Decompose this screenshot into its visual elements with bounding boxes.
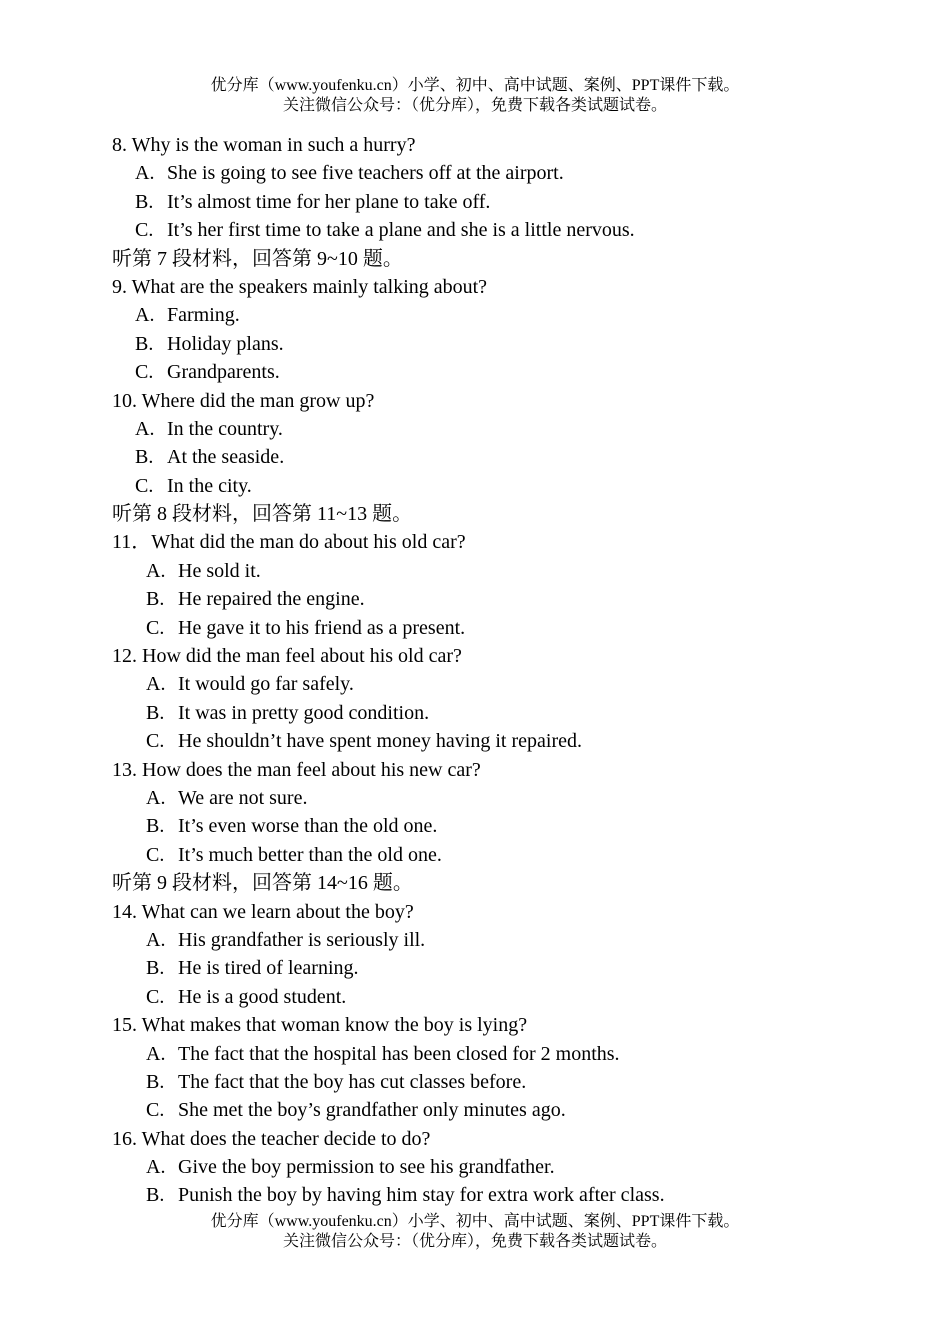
option-letter: A. bbox=[135, 304, 155, 327]
option-letter: A. bbox=[146, 928, 166, 951]
option-letter: C. bbox=[146, 985, 165, 1008]
option-letter: C. bbox=[135, 474, 154, 497]
answer-option bbox=[112, 983, 892, 1011]
option-text: At the seaside. bbox=[167, 446, 285, 469]
answer-option bbox=[112, 1181, 892, 1209]
option-letter: A. bbox=[146, 786, 166, 809]
option-letter: A. bbox=[146, 1156, 166, 1179]
option-text: It’s almost time for her plane to take off. bbox=[167, 190, 491, 213]
header-line-1: 优分库（www.youfenku.cn）小学、初中、高中试题、案例、PPT课件下载。 bbox=[210, 77, 740, 94]
answer-option bbox=[112, 1153, 892, 1181]
option-text: He sold it. bbox=[178, 559, 261, 582]
answer-option bbox=[112, 841, 892, 869]
option-text: The fact that the hospital has been closed for 2 months. bbox=[178, 1042, 620, 1065]
option-letter: C. bbox=[135, 219, 154, 242]
option-letter: C. bbox=[146, 730, 165, 753]
option-text: The fact that the boy has cut classes before. bbox=[178, 1070, 527, 1093]
question-list bbox=[112, 131, 892, 1210]
option-text: Give the boy permission to see his grandfather. bbox=[178, 1156, 555, 1179]
option-letter: A. bbox=[135, 162, 155, 185]
question-stem: 11．What did the man do about his old car? bbox=[112, 531, 466, 554]
option-letter: B. bbox=[146, 588, 165, 611]
option-text: He is a good student. bbox=[178, 985, 347, 1008]
option-text: It was in pretty good condition. bbox=[178, 701, 430, 724]
option-text: Grandparents. bbox=[167, 361, 280, 384]
section-instruction: 听第 9 段材料，回答第 14~16 题。 bbox=[112, 872, 413, 895]
answer-option bbox=[112, 301, 892, 329]
option-text: In the country. bbox=[167, 417, 283, 440]
page-footer bbox=[0, 1212, 950, 1252]
option-text: She is going to see five teachers off at the airport. bbox=[167, 162, 564, 185]
question-stem: 9. What are the speakers mainly talking about? bbox=[112, 275, 488, 298]
answer-option bbox=[112, 330, 892, 358]
answer-option bbox=[112, 557, 892, 585]
answer-option bbox=[112, 443, 892, 471]
answer-option bbox=[112, 1096, 892, 1124]
option-letter: B. bbox=[146, 815, 165, 838]
option-letter: B. bbox=[146, 1070, 165, 1093]
answer-option bbox=[112, 159, 892, 187]
question-stem: 14. What can we learn about the boy? bbox=[112, 900, 414, 923]
option-letter: B. bbox=[135, 190, 154, 213]
answer-option bbox=[112, 472, 892, 500]
option-letter: A. bbox=[146, 1042, 166, 1065]
option-letter: B. bbox=[135, 446, 154, 469]
footer-line-2: 关注微信公众号：（优分库），免费下载各类试题试卷。 bbox=[282, 1233, 667, 1250]
option-letter: C. bbox=[146, 843, 165, 866]
section-instruction: 听第 7 段材料，回答第 9~10 题。 bbox=[112, 247, 403, 270]
option-text: His grandfather is seriously ill. bbox=[178, 928, 426, 951]
answer-option bbox=[112, 614, 892, 642]
option-text: We are not sure. bbox=[178, 786, 308, 809]
option-text: He repaired the engine. bbox=[178, 588, 365, 611]
question-stem: 13. How does the man feel about his new car? bbox=[112, 758, 481, 781]
option-text: Holiday plans. bbox=[167, 332, 284, 355]
option-letter: B. bbox=[146, 957, 165, 980]
option-text: Punish the boy by having him stay for extra work after class. bbox=[178, 1184, 665, 1207]
answer-option bbox=[112, 926, 892, 954]
option-text: It’s much better than the old one. bbox=[178, 843, 442, 866]
answer-option bbox=[112, 415, 892, 443]
question-stem: 10. Where did the man grow up? bbox=[112, 389, 375, 412]
option-text: He is tired of learning. bbox=[178, 957, 359, 980]
answer-option bbox=[112, 670, 892, 698]
answer-option bbox=[112, 358, 892, 386]
answer-option bbox=[112, 812, 892, 840]
section-instruction: 听第 8 段材料，回答第 11~13 题。 bbox=[112, 503, 413, 526]
answer-option bbox=[112, 954, 892, 982]
answer-option bbox=[112, 727, 892, 755]
answer-option bbox=[112, 585, 892, 613]
option-letter: C. bbox=[146, 1099, 165, 1122]
option-text: It’s even worse than the old one. bbox=[178, 815, 438, 838]
answer-option bbox=[112, 216, 892, 244]
header-line-2: 关注微信公众号：（优分库），免费下载各类试题试卷。 bbox=[282, 97, 667, 114]
question-stem: 8. Why is the woman in such a hurry? bbox=[112, 134, 416, 156]
option-letter: A. bbox=[146, 559, 166, 582]
option-letter: A. bbox=[135, 417, 155, 440]
answer-option bbox=[112, 784, 892, 812]
question-stem: 15. What makes that woman know the boy is lying? bbox=[112, 1014, 528, 1037]
option-letter: B. bbox=[146, 701, 165, 724]
answer-option bbox=[112, 699, 892, 727]
option-letter: C. bbox=[135, 361, 154, 384]
footer-line-1: 优分库（www.youfenku.cn）小学、初中、高中试题、案例、PPT课件下载。 bbox=[210, 1213, 740, 1230]
option-text: He gave it to his friend as a present. bbox=[178, 616, 466, 639]
option-letter: B. bbox=[135, 332, 154, 355]
question-stem: 12. How did the man feel about his old car? bbox=[112, 645, 462, 668]
answer-option bbox=[112, 1040, 892, 1068]
page-header bbox=[0, 76, 950, 116]
question-stem: 16. What does the teacher decide to do? bbox=[112, 1127, 431, 1150]
option-letter: B. bbox=[146, 1184, 165, 1207]
option-text: Farming. bbox=[167, 304, 240, 327]
option-letter: A. bbox=[146, 673, 166, 696]
option-letter: C. bbox=[146, 616, 165, 639]
option-text: It would go far safely. bbox=[178, 673, 354, 696]
option-text: She met the boy’s grandfather only minutes ago. bbox=[178, 1099, 566, 1122]
answer-option bbox=[112, 1068, 892, 1096]
answer-option bbox=[112, 188, 892, 216]
option-text: In the city. bbox=[167, 474, 252, 497]
option-text: He shouldn’t have spent money having it repaired. bbox=[178, 730, 582, 753]
option-text: It’s her first time to take a plane and she is a little nervous. bbox=[167, 219, 635, 242]
